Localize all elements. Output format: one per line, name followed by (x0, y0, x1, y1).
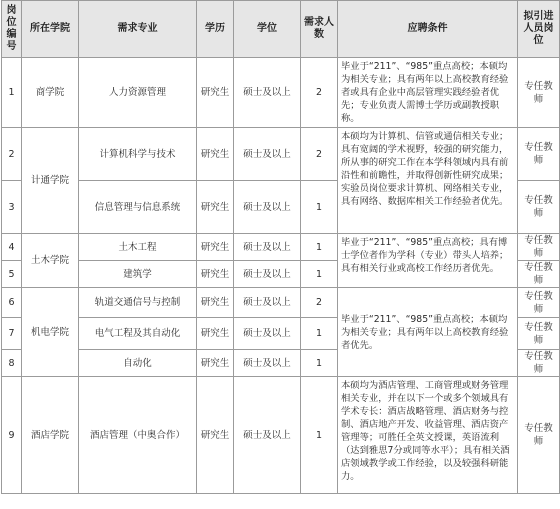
header-seq: 岗位编号 (2, 1, 22, 58)
cell-type: 专任教师 (518, 318, 560, 350)
cell-college: 商学院 (22, 58, 79, 128)
cell-type: 专任教师 (518, 377, 560, 494)
cell-count: 1 (301, 234, 338, 261)
cell-degree: 硕士及以上 (234, 377, 301, 494)
cell-major: 信息管理与信息系统 (79, 181, 197, 234)
cell-degree: 硕士及以上 (234, 318, 301, 350)
table-row (2, 288, 560, 318)
cell-degree: 硕士及以上 (234, 288, 301, 318)
cell-major: 人力资源管理 (79, 58, 197, 128)
header-degree: 学位 (234, 1, 301, 58)
cell-conditions-business: 毕业于“211”、“985”重点高校；本硕均为相关专业；具有两年以上高校教育经验者或具有企业中高层管理实践经验者优先；专业负责人需博士学历或副教授职称。 (338, 58, 518, 128)
cell-major: 土木工程 (79, 234, 197, 261)
cell-education: 研究生 (197, 318, 234, 350)
table-row (2, 128, 560, 181)
recruitment-table (1, 0, 560, 494)
cell-count: 1 (301, 377, 338, 494)
cell-seq: 2 (2, 128, 22, 181)
cell-education: 研究生 (197, 234, 234, 261)
cell-education: 研究生 (197, 377, 234, 494)
table-row (2, 234, 560, 261)
cell-count: 1 (301, 318, 338, 350)
cell-count: 1 (301, 181, 338, 234)
cell-college: 机电学院 (22, 288, 79, 377)
table-row (2, 377, 560, 494)
cell-education: 研究生 (197, 288, 234, 318)
cell-education: 研究生 (197, 181, 234, 234)
header-major: 需求专业 (79, 1, 197, 58)
cell-degree: 硕士及以上 (234, 58, 301, 128)
cell-education: 研究生 (197, 350, 234, 377)
cell-degree: 硕士及以上 (234, 128, 301, 181)
cell-seq: 1 (2, 58, 22, 128)
cell-degree: 硕士及以上 (234, 350, 301, 377)
cell-education: 研究生 (197, 58, 234, 128)
cell-seq: 6 (2, 288, 22, 318)
cell-education: 研究生 (197, 128, 234, 181)
cell-seq: 8 (2, 350, 22, 377)
cell-conditions-mech: 毕业于“211”、“985”重点高校；本硕均为相关专业；具有两年以上高校教育经验者优先。 (338, 288, 518, 377)
cell-education: 研究生 (197, 261, 234, 288)
cell-type: 专任教师 (518, 350, 560, 377)
cell-conditions-computing: 本硕均为计算机、信管或通信相关专业；具有宽阔的学术视野，较强的研究能力，所从事的研究工作在本学科领域内具有前沿性和前瞻性，并取得创新性研究成果；实验员岗位要求计算机、网络相关专业，具有网络、数据库相关工作经验者优先。 (338, 128, 518, 234)
cell-type: 专任教师 (518, 181, 560, 234)
cell-conditions-civil: 毕业于“211”、“985”重点高校；具有博士学位者作为学科（专业）带头人培养；具有相关行业或高校工作经历者优先。 (338, 234, 518, 288)
header-type: 拟引进人员岗位 (518, 1, 560, 58)
cell-seq: 4 (2, 234, 22, 261)
header-conditions: 应聘条件 (338, 1, 518, 58)
cell-count: 2 (301, 128, 338, 181)
cell-degree: 硕士及以上 (234, 261, 301, 288)
cell-college: 计通学院 (22, 128, 79, 234)
cell-seq: 7 (2, 318, 22, 350)
header-college: 所在学院 (22, 1, 79, 58)
cell-type: 专任教师 (518, 234, 560, 261)
cell-count: 1 (301, 350, 338, 377)
cell-major: 计算机科学与技术 (79, 128, 197, 181)
cell-count: 2 (301, 288, 338, 318)
cell-type: 专任教师 (518, 128, 560, 181)
cell-degree: 硕士及以上 (234, 234, 301, 261)
cell-conditions-hotel: 本硕均为酒店管理、工商管理或财务管理相关专业，并在以下一个或多个领域具有学术专长：酒店战略管理、酒店财务与控制、酒店地产开发、收益管理、酒店资产管理等；可胜任全英文授课，英语流利（达到雅思7分或同等水平）；具有相关酒店领域教学或工作经验，以及较强科研能力。 (338, 377, 518, 494)
cell-type: 专任教师 (518, 288, 560, 318)
table-row (2, 58, 560, 128)
cell-seq: 5 (2, 261, 22, 288)
header-row (2, 1, 560, 58)
cell-count: 2 (301, 58, 338, 128)
cell-seq: 3 (2, 181, 22, 234)
header-education: 学历 (197, 1, 234, 58)
cell-seq: 9 (2, 377, 22, 494)
header-count: 需求人数 (301, 1, 338, 58)
cell-type: 专任教师 (518, 261, 560, 288)
cell-major: 建筑学 (79, 261, 197, 288)
cell-college: 酒店学院 (22, 377, 79, 494)
cell-major: 自动化 (79, 350, 197, 377)
cell-type: 专任教师 (518, 58, 560, 128)
cell-college: 土木学院 (22, 234, 79, 288)
cell-count: 1 (301, 261, 338, 288)
cell-major: 轨道交通信号与控制 (79, 288, 197, 318)
cell-degree: 硕士及以上 (234, 181, 301, 234)
cell-major: 电气工程及其自动化 (79, 318, 197, 350)
cell-major: 酒店管理（中奥合作） (79, 377, 197, 494)
